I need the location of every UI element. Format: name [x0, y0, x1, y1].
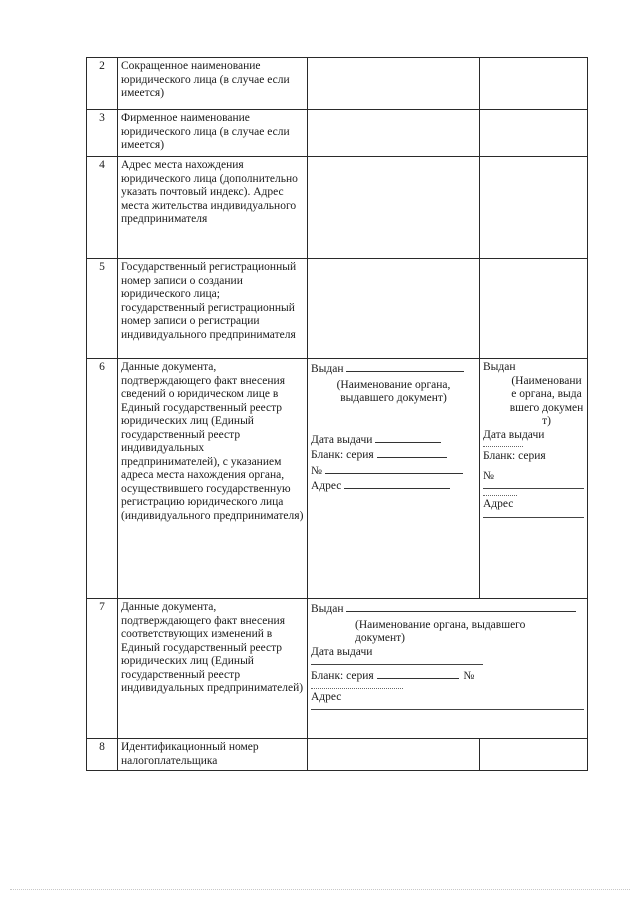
- issue-date-label: Дата выдачи: [311, 645, 373, 658]
- row-label: Данные документа, подтверждающего факт внесения соответствующих изменений в Единый государственный реестр юридических лиц (Единый государственный реестр индивидуальных предпринимателей): [118, 599, 308, 739]
- number-label: №: [483, 469, 494, 482]
- address-label: Адрес: [483, 498, 514, 510]
- row-number: 6: [87, 359, 118, 599]
- row-label: Идентификационный номер налогоплательщика: [118, 739, 308, 771]
- number-fill-line[interactable]: [325, 463, 463, 474]
- address-fill-line[interactable]: [344, 478, 450, 489]
- blank-series-fill-line[interactable]: [377, 668, 459, 679]
- row-number: 5: [87, 259, 118, 359]
- value-cell-primary[interactable]: [308, 739, 480, 771]
- row-label: Сокращенное наименование юридического лица (в случае если имеется): [118, 58, 308, 110]
- value-cell-secondary[interactable]: [480, 157, 588, 259]
- document-details-merged: [308, 599, 588, 739]
- document-details-secondary: [480, 359, 588, 599]
- row-number: 3: [87, 110, 118, 157]
- value-cell-secondary[interactable]: [480, 58, 588, 110]
- table-row: [87, 599, 588, 739]
- address-label: Адрес: [311, 690, 342, 703]
- form-table: [86, 57, 588, 771]
- issued-label: Выдан: [483, 361, 516, 373]
- scan-artifact-divider: [10, 889, 630, 890]
- number-label: №: [463, 670, 475, 682]
- row-label: Государственный регистрационный номер записи о создании юридического лица; государственный регистрационный номер записи о регистрации индивидуального предпринимателя: [118, 259, 308, 359]
- row-number: 4: [87, 157, 118, 259]
- value-cell-secondary[interactable]: [480, 110, 588, 157]
- number-fill-line[interactable]: [483, 484, 584, 489]
- value-cell-secondary[interactable]: [480, 259, 588, 359]
- issue-date-label: Дата выдачи: [311, 433, 373, 446]
- blank-series-fill-line[interactable]: [377, 447, 447, 458]
- table-row: [87, 58, 588, 110]
- issuer-caption: (Наименование органа, выдавшего документ): [509, 374, 584, 427]
- issue-date-fill-line[interactable]: [375, 432, 441, 443]
- value-cell-primary[interactable]: [308, 157, 480, 259]
- issued-fill-line[interactable]: [346, 361, 464, 372]
- issue-date-fill-line[interactable]: [483, 442, 523, 447]
- value-cell-primary[interactable]: [308, 259, 480, 359]
- value-cell-secondary[interactable]: [480, 739, 588, 771]
- address-label: Адрес: [311, 480, 342, 492]
- issued-fill-line[interactable]: [346, 601, 576, 612]
- row-number: 2: [87, 58, 118, 110]
- address-fill-line[interactable]: [483, 513, 584, 518]
- row-number: 8: [87, 739, 118, 771]
- blank-series-label: Бланк: серия: [483, 450, 546, 462]
- issue-date-label: Дата выдачи: [483, 428, 545, 441]
- number-label: №: [311, 464, 322, 477]
- issue-date-fill-line[interactable]: [311, 660, 483, 665]
- value-cell-primary[interactable]: [308, 110, 480, 157]
- number-fill-line[interactable]: [311, 684, 403, 689]
- row-number: 7: [87, 599, 118, 739]
- table-row: [87, 259, 588, 359]
- table-row: [87, 110, 588, 157]
- table-row: [87, 157, 588, 259]
- issued-label: Выдан: [311, 363, 344, 375]
- blank-series-label: Бланк: серия: [311, 670, 374, 682]
- address-fill-line[interactable]: [311, 705, 584, 710]
- number-fill-line-2[interactable]: [483, 491, 517, 496]
- row-label: Данные документа, подтверждающего факт внесения сведений о юридическом лице в Единый государственный реестр юридических лиц (Единый государственный реестр индивидуальных предпринимателей), с указанием адреса места нахождения органа, осуществившего государственную регистрацию юридического лица (индивидуального предпринимателя): [118, 359, 308, 599]
- row-label: Адрес места нахождения юридического лица (дополнительно указать почтовый индекс). Адрес места жительства индивидуального предпринимателя: [118, 157, 308, 259]
- issued-label: Выдан: [311, 603, 344, 615]
- document-details-primary: [308, 359, 480, 599]
- value-cell-primary[interactable]: [308, 58, 480, 110]
- table-row: [87, 739, 588, 771]
- issuer-caption: (Наименование органа, выдавшего документ): [355, 618, 526, 644]
- blank-series-label: Бланк: серия: [311, 449, 374, 461]
- issuer-caption: (Наименование органа, выдавшего документ): [336, 378, 451, 404]
- table-row: [87, 359, 588, 599]
- row-label: Фирменное наименование юридического лица (в случае если имеется): [118, 110, 308, 157]
